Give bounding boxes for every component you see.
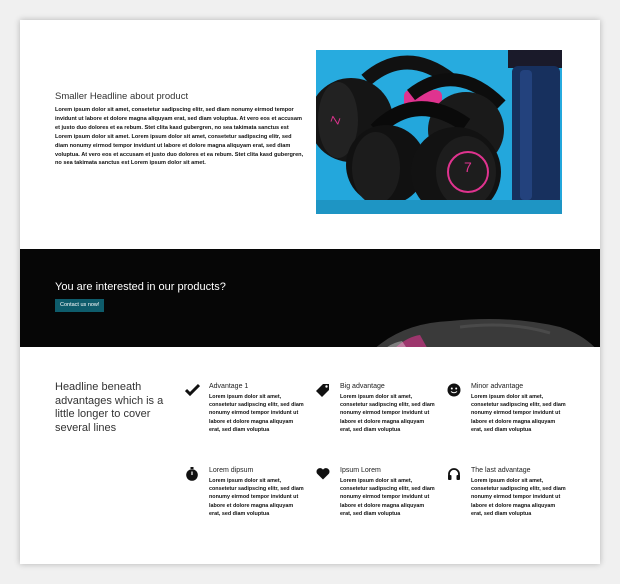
advantage-item [471, 383, 567, 434]
product-section [20, 20, 600, 249]
advantage-title: Big advantage [340, 383, 385, 390]
contact-us-button[interactable]: Contact us now! [55, 299, 104, 312]
advantage-title: The last advantage [471, 467, 531, 474]
svg-text:7: 7 [464, 159, 472, 175]
advantage-text: Lorem ipsum dolor sit amet, consetetur sadipscing elitr, sed diam nonumy eirmod tempor invidunt ut labore et dolore magna aliquyam erat, sed diam voluptua [471, 394, 566, 433]
product-image [316, 50, 562, 214]
stopwatch-icon [185, 467, 199, 481]
kettlebell-illustration [316, 50, 562, 214]
tag-icon [316, 383, 330, 397]
product-text-block [55, 91, 305, 168]
svg-text:Z: Z [327, 114, 344, 127]
advantage-text: Lorem ipsum dolor sit amet, consetetur sadipscing elitr, sed diam nonumy eirmod tempor invidunt ut labore et dolore magna aliquyam erat, sed diam voluptua [340, 478, 435, 517]
checkmark-icon [185, 383, 199, 397]
advantages-headline: Headline beneath advantages which is a little longer to cover several lines [55, 381, 164, 434]
advantage-text: Lorem ipsum dolor sit amet, consetetur sadipscing elitr, sed diam nonumy eirmod tempor invidunt ut labore et dolore magna aliquyam erat, sed diam voluptua [340, 394, 435, 433]
advantage-item [340, 383, 436, 434]
advantage-title: Advantage 1 [209, 383, 249, 390]
headphones-icon [447, 467, 461, 481]
heart-icon [316, 467, 330, 481]
product-title: Smaller Headline about product [55, 91, 189, 102]
advantage-item [209, 383, 305, 434]
advantage-item [340, 467, 436, 518]
advantage-text: Lorem ipsum dolor sit amet, consetetur sadipscing elitr, sed diam nonumy eirmod tempor invidunt ut labore et dolore magna aliquyam erat, sed diam voluptua [471, 478, 566, 517]
advantages-section [20, 347, 600, 564]
advantage-title: Lorem dipsum [209, 467, 254, 474]
advantage-item [471, 467, 567, 518]
cta-background-image [340, 313, 600, 347]
smiley-icon [447, 383, 461, 397]
page [20, 20, 600, 564]
advantage-text: Lorem ipsum dolor sit amet, consetetur sadipscing elitr, sed diam nonumy eirmod tempor invidunt ut labore et dolore magna aliquyam erat, sed diam voluptua [209, 478, 304, 517]
advantage-title: Minor advantage [471, 383, 524, 390]
cta-banner [20, 249, 600, 347]
advantage-text: Lorem ipsum dolor sit amet, consetetur sadipscing elitr, sed diam nonumy eirmod tempor invidunt ut labore et dolore magna aliquyam erat, sed diam voluptua [209, 394, 304, 433]
advantage-item [209, 467, 305, 518]
product-body: Lorem ipsum dolor sit amet, consetetur sadipscing elitr, sed diam nonumy eirmod tempor invidunt ut labore et dolore magna aliquyam erat, sed diam voluptua. At vero eos et accusam et justo duo dolores et ea rebum. Stet clita kasd gubergren, no sea takimata sanctus est Lorem ipsum dolor sit amet. Lorem ipsum dolor sit amet, consetetur sadipscing elitr, sed diam nonumy eirmod tempor invidunt ut labore et dolore magna aliquyam erat, sed diam voluptua. At vero eos et accusam et justo duo dolores et ea rebum. Stet clita kasd gubergren, no sea takimata sanctus est Lorem ipsum dolor sit amet. [55, 107, 304, 167]
advantage-title: Ipsum Lorem [340, 467, 381, 474]
cta-title: You are interested in our products? [55, 281, 226, 293]
